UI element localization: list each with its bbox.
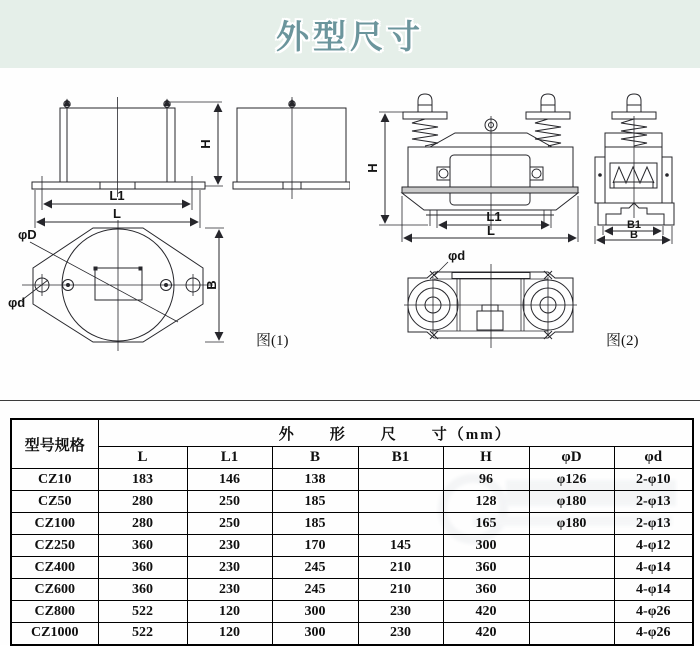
- value-cell: 210: [358, 557, 443, 579]
- group-header-cell: 外 形 尺 寸（mm）: [98, 419, 693, 447]
- model-cell: CZ1000: [11, 623, 98, 645]
- dim-label-h: H: [198, 139, 213, 149]
- table-row: [11, 491, 693, 513]
- value-cell: 230: [358, 601, 443, 623]
- value-cell: 300: [272, 601, 358, 623]
- column-header: L: [98, 447, 187, 469]
- table-row: [11, 557, 693, 579]
- dimension-spec-table: [10, 418, 694, 646]
- value-cell: 280: [98, 491, 187, 513]
- value-cell: 4-φ14: [614, 557, 693, 579]
- dim-label-phid: φd: [448, 248, 466, 263]
- model-cell: CZ400: [11, 557, 98, 579]
- value-cell: 4-φ26: [614, 601, 693, 623]
- fig2-front-view: [379, 94, 578, 242]
- value-cell: 360: [98, 557, 187, 579]
- value-cell: 2-φ13: [614, 513, 693, 535]
- dim-label-phid: φd: [8, 295, 26, 310]
- dim-label-l: L: [487, 223, 495, 238]
- divider-line: [0, 400, 700, 401]
- table-row: [11, 469, 693, 491]
- column-header: φd: [614, 447, 693, 469]
- value-cell: 4-φ14: [614, 579, 693, 601]
- model-cell: CZ800: [11, 601, 98, 623]
- fig2-top-view: [404, 262, 577, 348]
- value-cell: [358, 469, 443, 491]
- figure-1-caption: 图(1): [256, 333, 289, 349]
- column-header: L1: [187, 447, 272, 469]
- model-cell: CZ600: [11, 579, 98, 601]
- value-cell: 96: [443, 469, 529, 491]
- model-cell: CZ100: [11, 513, 98, 535]
- value-cell: [358, 491, 443, 513]
- table-row: [11, 513, 693, 535]
- value-cell: 183: [98, 469, 187, 491]
- value-cell: [529, 623, 614, 645]
- value-cell: 146: [187, 469, 272, 491]
- value-cell: 128: [443, 491, 529, 513]
- spring-icon: [613, 167, 654, 183]
- header-band: [0, 0, 700, 68]
- cap-nut-icon: [627, 94, 641, 112]
- column-header: B1: [358, 447, 443, 469]
- model-cell: CZ50: [11, 491, 98, 513]
- spring-icon: [535, 119, 561, 146]
- value-cell: φ180: [529, 513, 614, 535]
- dim-label-b: B: [204, 280, 219, 290]
- cap-nut-icon: [418, 94, 432, 112]
- value-cell: 185: [272, 513, 358, 535]
- value-cell: 2-φ10: [614, 469, 693, 491]
- table-row: [11, 579, 693, 601]
- column-header: H: [443, 447, 529, 469]
- dim-label-phiD: φD: [18, 227, 37, 242]
- value-cell: 245: [272, 579, 358, 601]
- table-columns-row: [11, 447, 693, 469]
- value-cell: 420: [443, 601, 529, 623]
- value-cell: 245: [272, 557, 358, 579]
- value-cell: 280: [98, 513, 187, 535]
- column-header: φD: [529, 447, 614, 469]
- figure-1-drawing: [0, 68, 350, 403]
- value-cell: 2-φ13: [614, 491, 693, 513]
- value-cell: 120: [187, 601, 272, 623]
- dim-label-b1: B1: [626, 219, 642, 231]
- spring-plate: [403, 112, 447, 119]
- page-title: 外型尺寸: [276, 17, 424, 55]
- dim-label-l1: L1: [486, 209, 502, 224]
- fig1-front-view: [32, 97, 223, 228]
- model-cell: CZ10: [11, 469, 98, 491]
- value-cell: 210: [358, 579, 443, 601]
- value-cell: [358, 513, 443, 535]
- table-header-row: [11, 419, 693, 447]
- dim-label-h: H: [365, 163, 380, 173]
- table-row: [11, 535, 693, 557]
- fig1-top-view: [22, 220, 224, 351]
- table-row: [11, 623, 693, 645]
- value-cell: 138: [272, 469, 358, 491]
- value-cell: 185: [272, 491, 358, 513]
- value-cell: 165: [443, 513, 529, 535]
- figure-2-drawing: [350, 68, 700, 403]
- value-cell: φ126: [529, 469, 614, 491]
- value-cell: [529, 601, 614, 623]
- value-cell: 360: [98, 535, 187, 557]
- spring-plate: [526, 112, 570, 119]
- value-cell: φ180: [529, 491, 614, 513]
- value-cell: 4-φ12: [614, 535, 693, 557]
- fig1-side-view: [233, 97, 350, 199]
- value-cell: 300: [272, 623, 358, 645]
- value-cell: 170: [272, 535, 358, 557]
- column-header: B: [272, 447, 358, 469]
- dim-label-l1: L1: [109, 188, 125, 203]
- spring-icon: [412, 119, 438, 146]
- model-cell: CZ250: [11, 535, 98, 557]
- dim-label-b: B: [630, 229, 638, 241]
- value-cell: 522: [98, 601, 187, 623]
- value-cell: 230: [187, 579, 272, 601]
- value-cell: 250: [187, 491, 272, 513]
- cap-nut-icon: [541, 94, 555, 112]
- value-cell: [529, 557, 614, 579]
- value-cell: 230: [187, 535, 272, 557]
- value-cell: [529, 579, 614, 601]
- value-cell: 360: [443, 557, 529, 579]
- dim-label-l: L: [113, 206, 121, 221]
- table-row: [11, 601, 693, 623]
- value-cell: 420: [443, 623, 529, 645]
- value-cell: 360: [443, 579, 529, 601]
- row-header-cell: 型号规格: [11, 419, 98, 469]
- value-cell: 300: [443, 535, 529, 557]
- value-cell: 145: [358, 535, 443, 557]
- value-cell: 4-φ26: [614, 623, 693, 645]
- value-cell: 230: [187, 557, 272, 579]
- value-cell: 250: [187, 513, 272, 535]
- value-cell: 230: [358, 623, 443, 645]
- value-cell: [529, 535, 614, 557]
- value-cell: 120: [187, 623, 272, 645]
- value-cell: 360: [98, 579, 187, 601]
- figure-2-caption: 图(2): [606, 333, 639, 349]
- value-cell: 522: [98, 623, 187, 645]
